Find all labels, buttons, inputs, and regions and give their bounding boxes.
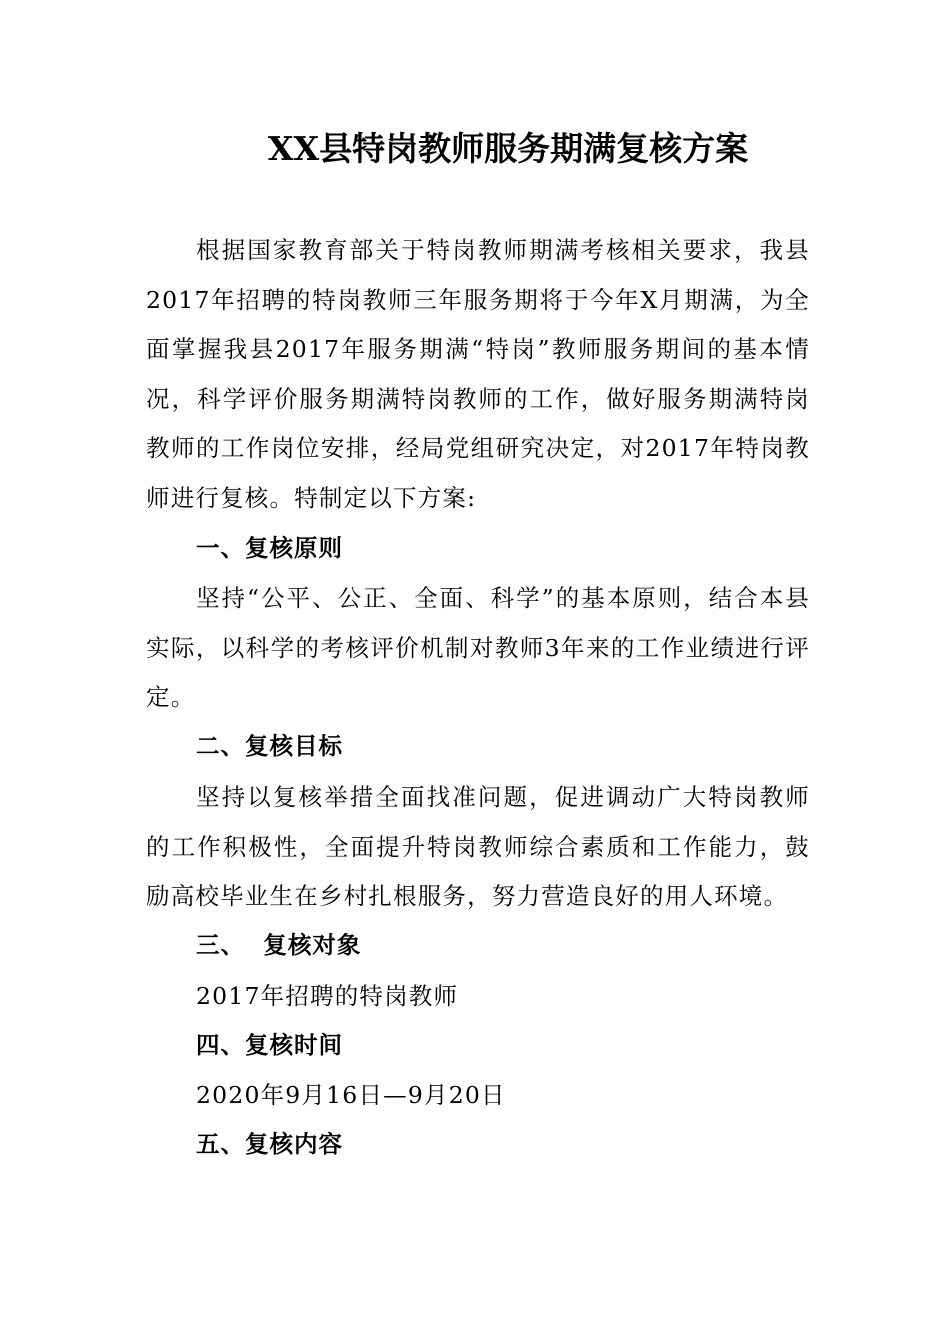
section-body-time: 2020年9月16日—9月20日 — [196, 1081, 506, 1109]
section-heading-goals: 二、复核目标 — [196, 732, 343, 760]
section-body-targets: 2017年招聘的特岗教师 — [196, 982, 459, 1010]
section-heading-targets: 三、 复核对象 — [196, 931, 362, 959]
section-heading-principles: 一、复核原则 — [196, 534, 343, 562]
section-heading-content: 五、复核内容 — [196, 1130, 343, 1158]
document-title: XX县特岗教师服务期满复核方案 — [267, 129, 749, 168]
section-body-goals: 坚持以复核举措全面找准问题，促进调动广大特岗教师的工作积极性，全面提升特岗教师综合素质和工作能力，鼓励高校毕业生在乡村扎根服务，努力营造良好的用人环境。 — [146, 783, 810, 911]
intro-paragraph: 根据国家教育部关于特岗教师期满考核相关要求，我县2017年招聘的特岗教师三年服务期将于今年X月期满，为全面掌握我县2017年服务期满“特岗”教师服务期间的基本情况，科学评价服务期满特岗教师的工作，做好服务期满特岗教师的工作岗位安排，经局党组研究决定，对2017年特岗教师进行复核。特制定以下方案: — [146, 236, 810, 512]
section-heading-time: 四、复核时间 — [196, 1031, 343, 1059]
section-body-principles: 坚持“公平、公正、全面、科学”的基本原则，结合本县实际，以科学的考核评价机制对教师3年来的工作业绩进行评定。 — [146, 584, 810, 712]
